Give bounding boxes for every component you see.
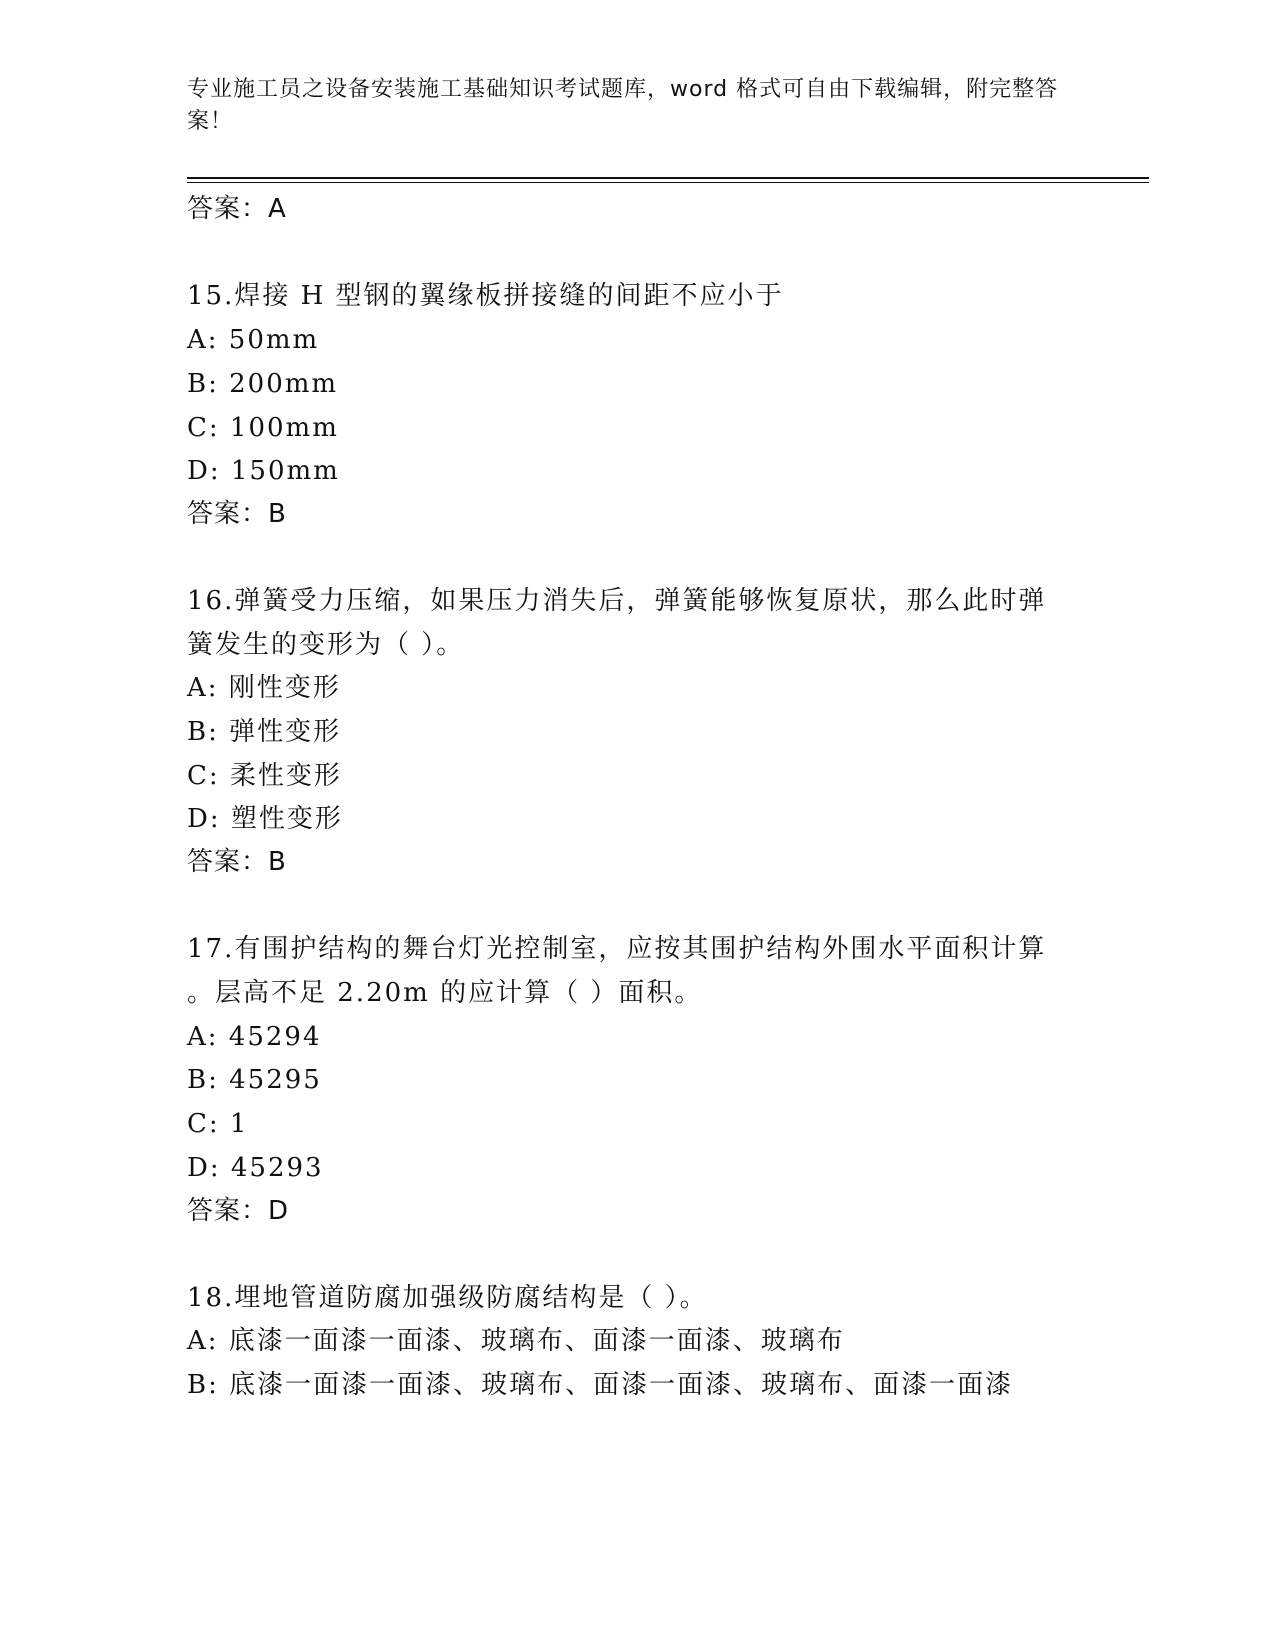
header-rule-thin: [187, 182, 1149, 183]
answer-14: 答案：A: [187, 194, 287, 224]
header-rule-thick: [187, 177, 1149, 179]
question-17-line-1: 17.有围护结构的舞台灯光控制室，应按其围护结构外围水平面积计算: [187, 934, 1047, 964]
question-17-option-b: B: 45295: [187, 1065, 322, 1095]
answer-15: 答案：B: [187, 499, 287, 529]
question-16-line-1: 16.弹簧受力压缩，如果压力消失后，弹簧能够恢复原状，那么此时弹: [187, 586, 1047, 616]
question-16-line-2: 簧发生的变形为（ ）。: [187, 630, 465, 660]
question-17-option-d: D: 45293: [187, 1153, 324, 1183]
question-18-option-a: A: 底漆一面漆一面漆、玻璃布、面漆一面漆、玻璃布: [187, 1326, 845, 1356]
question-18: 18.埋地管道防腐加强级防腐结构是（ ）。: [187, 1283, 708, 1313]
question-16-option-a: A: 刚性变形: [187, 673, 341, 703]
question-15-option-b: B: 200mm: [187, 369, 339, 399]
document-header: 专业施工员之设备安装施工基础知识考试题库，word 格式可自由下载编辑，附完整答案！: [187, 77, 1059, 134]
question-17-option-a: A: 45294: [187, 1022, 322, 1052]
answer-17: 答案：D: [187, 1196, 290, 1226]
question-15-option-c: C: 100mm: [187, 413, 339, 443]
question-17-line-2: 。层高不足 2.20m 的应计算（ ）面积。: [187, 978, 703, 1008]
question-16-option-d: D: 塑性变形: [187, 804, 343, 834]
question-17-option-c: C: 1: [187, 1109, 249, 1139]
question-15: 15.焊接 H 型钢的翼缘板拼接缝的间距不应小于: [187, 281, 784, 311]
question-15-option-d: D: 150mm: [187, 456, 340, 486]
question-16-option-c: C: 柔性变形: [187, 761, 342, 791]
question-15-option-a: A: 50mm: [187, 325, 320, 355]
question-18-option-b: B: 底漆一面漆一面漆、玻璃布、面漆一面漆、玻璃布、面漆一面漆: [187, 1370, 1014, 1400]
answer-16: 答案：B: [187, 847, 287, 877]
question-16-option-b: B: 弹性变形: [187, 717, 342, 747]
